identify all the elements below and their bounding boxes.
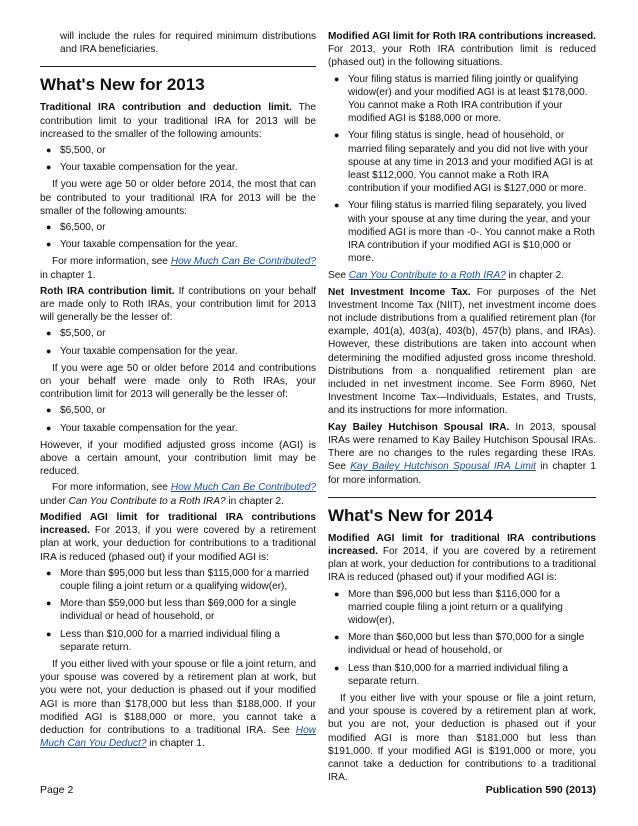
run-in-heading: Roth IRA contribution limit. [40,285,175,297]
paragraph-kbh [328,421,596,487]
list-item: ● Your taxable compensation for the year. [40,422,316,435]
bullet-list [40,144,316,174]
italic-text: Can You Contribute to a Roth IRA? [68,495,226,507]
paragraph-magi-traditional [40,511,316,564]
paragraph-text: If contributions on your behalf are made only to Roth IRAs, your contribution limit for 2013 will generally be the lesser of: [40,285,316,324]
text: For more information, see [52,482,168,494]
list-item: ● $6,500, or [40,221,316,234]
run-in-heading: Kay Bailey Hutchison Spousal IRA. [328,421,510,433]
text: in chapter 2. [228,495,284,507]
section-divider [328,497,596,498]
section-divider [40,66,316,67]
heading-whats-new-2014: What's New for 2014 [328,505,493,525]
paragraph-traditional-limit [40,101,316,141]
paragraph-magi-2014 [328,532,596,585]
list-item: ● Your taxable compensation for the year. [40,238,316,251]
bullet-list [40,567,316,654]
list-item: ● $5,500, or [40,144,316,157]
paragraph-spouse-covered-2014: If you either live with your spouse or file a joint return, and your spouse is covered by a retirement plan at work, but you are not, your deduction is phased out if your modified AGI is more than $181,000 but less than $191,000. If your modified AGI is $191,000 or more, you cannot take a deduction for contributions to a traditional IRA. [328,692,596,784]
text: in chapter 1 for more information. [328,461,597,486]
paragraph-text: The contribution limit to your traditional IRA for 2013 will be increased to the smaller of the following amounts: [40,102,316,140]
bullet-list [40,327,316,357]
right-column [328,30,596,787]
text: For more information, see [52,256,168,268]
paragraph-age-50: If you were age 50 or older before 2014, the most that can be contributed to your traditional IRA for 2013 will be the smaller of the following amounts: [40,179,316,217]
continued-text: will include the rules for required minimum distributions and IRA beneficiaries. [60,31,316,56]
run-in-heading: Modified AGI limit for traditional IRA contributions increased. [40,511,316,537]
paragraph-magi-roth [328,30,596,70]
run-in-heading: Net Investment Income Tax. [328,286,471,298]
list-item: ● Your filing status is married filing separately, you lived with your spouse at any time during the year, and your modified AGI is more than -0-. You cannot make a Roth IRA contribution if your modified AGI is $10,000 or more. [328,199,596,265]
paragraph-text: In 2013, spousal IRAs were renamed to Kay Bailey Hutchison Spousal IRAs. There are no changes to the rules regarding these IRAs. See [328,421,596,473]
bullet-list [328,73,596,266]
list-item: ● Your taxable compensation for the year. [40,345,316,358]
paragraph-niit [328,286,596,418]
list-item: ● More than $96,000 but less than $116,000 for a married couple filing a joint return or a qualifying widow(er), [328,588,596,628]
bullet-list [40,221,316,251]
list-item: ● $6,500, or [40,404,316,417]
bullet-list [328,588,596,688]
list-item: ● $5,500, or [40,327,316,340]
link-how-much-contributed-2[interactable]: How Much Can Be Contributed? [170,482,316,494]
paragraph-text: For 2013, if you were covered by a retirement plan at work, your deduction for contributions to a traditional IRA is reduced (phased out) if your modified AGI is: [40,525,316,563]
text: If you either lived with your spouse or file a joint return, and your spouse was covered by a retirement plan at work, but you were not, your deduction is phased out if your modified AGI is more than $178,000 but less than $188,000. If your modified AGI is $188,000 or more, you cannot take a deduction for contributions to a traditional IRA. See [40,658,316,736]
left-column [40,30,316,753]
paragraph-however: However, if your modified adjusted gross income (AGI) is above a certain amount, your contribution limit may be reduced. [40,439,316,478]
run-in-heading: Traditional IRA contribution and deduction limit. [40,102,292,114]
link-contribute-roth[interactable]: Can You Contribute to a Roth IRA? [348,270,506,282]
page-number: Page 2 [40,784,74,796]
text: in chapter 1. [40,269,96,281]
link-how-much-deduct[interactable]: How Much Can You Deduct? [40,724,316,750]
publication-title: Publication 590 (2013) [485,784,596,796]
list-item: ● Your taxable compensation for the year. [40,161,316,174]
list-item: ● More than $60,000 but less than $70,000 for a single individual or head of household, or [328,631,596,657]
paragraph-text: For 2014, if you are covered by a retirement plan at work, your deduction for contributions to a traditional IRA is reduced (phased out) if your modified AGI is: [328,545,596,584]
list-item: ● Less than $10,000 for a married individual filing a separate return. [328,662,596,688]
text: in chapter 2. [508,270,565,282]
list-item: ● Less than $10,000 for a married individual filing a separate return. [40,628,316,654]
run-in-heading: Modified AGI limit for traditional IRA contributions increased. [328,532,596,557]
list-item: ● Your filing status is married filing jointly or qualifying widow(er) and your modified AGI is at least $178,000. You cannot make a Roth IRA contribution if your modified AGI is $188,000 or more. [328,73,596,126]
link-kbh-limit[interactable]: Kay Bailey Hutchison Spousal IRA Limit [350,461,536,473]
text: under [40,495,66,507]
paragraph-spouse-covered [40,658,316,750]
list-item: ● Your filing status is single, head of household, or married filing separately and you did not live with your spouse at any time in 2013 and your modified AGI is at least $112,000. You cannot make a Roth IRA contribution if your modified AGI is $127,000 or more. [328,129,596,195]
page-footer [40,784,596,796]
paragraph-more-info-2 [40,481,316,507]
text: See [328,270,346,282]
paragraph-roth-limit [40,285,316,325]
list-item: ● More than $59,000 but less than $69,000 for a single individual or head of household, or [40,597,316,623]
text: in chapter 1. [149,738,205,750]
paragraph-text: For 2013, your Roth IRA contribution limit is reduced (phased out) in the following situations. [328,44,596,69]
heading-whats-new-2013: What's New for 2013 [40,75,205,95]
paragraph-see-roth [328,269,596,282]
list-item: ● More than $95,000 but less than $115,000 for a married couple filing a joint return or a qualifying widow(er), [40,567,316,593]
paragraph-text: For purposes of the Net Investment Income Tax (NIIT), net investment income does not include distributions from a qualified retirement plan (for example, 401(a), 403(a), 403(b), 457(b) plans, and IRAs). However, these distributions are taken into account when determining the modified adjusted gross income threshold. Distributions from a nonqualified retirement plan are included in net investment income. See Form 8960, Net Investment Income Tax—Individuals, Estates, and Trusts, and its instructions for more information. [328,286,596,417]
paragraph-more-info [40,255,316,281]
paragraph-age-50-roth: If you were age 50 or older before 2014 and contributions on your behalf were made only to Roth IRAs, your contribution limit for 2013 will generally be the lesser of: [40,362,316,401]
run-in-heading: Modified AGI limit for Roth IRA contributions increased. [328,31,596,42]
link-how-much-contributed[interactable]: How Much Can Be Contributed? [170,256,316,268]
bullet-list [40,404,316,434]
